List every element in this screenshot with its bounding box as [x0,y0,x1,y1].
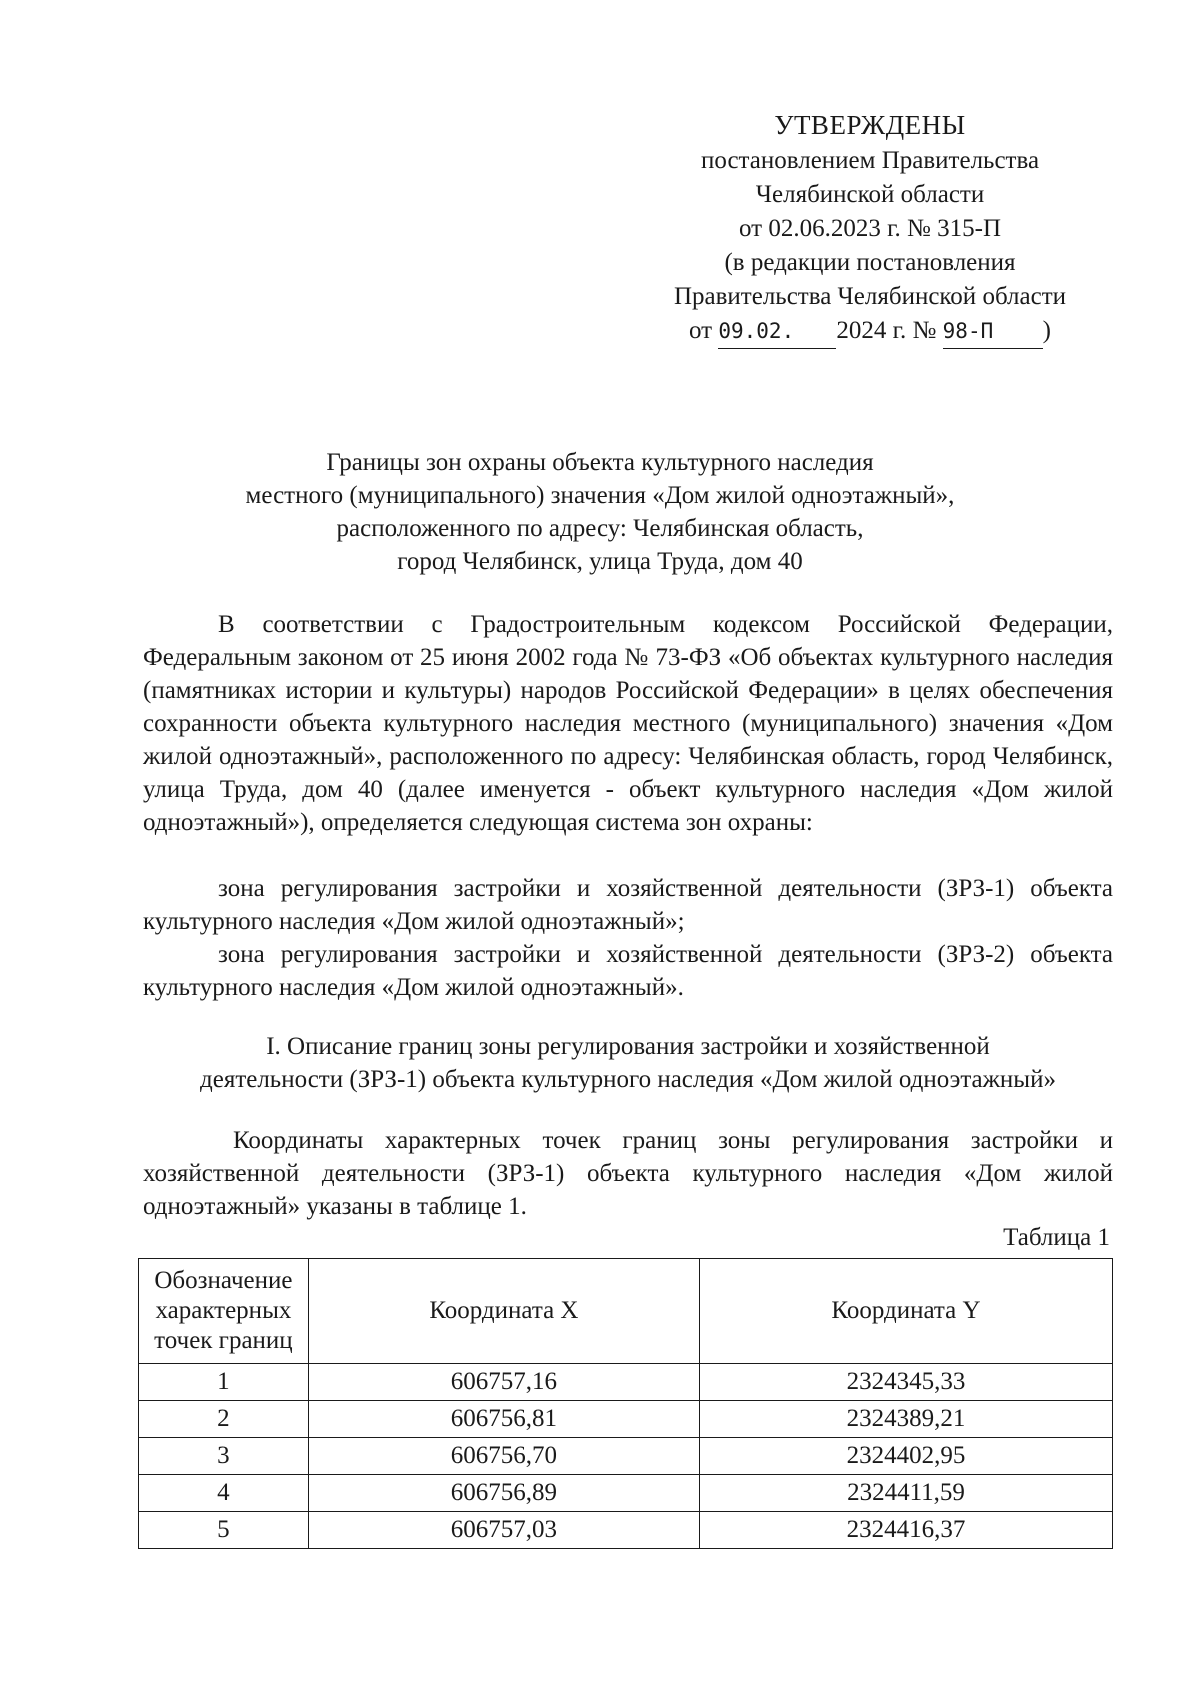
section-1-title-line-2: деятельности (ЗРЗ-1) объекта культурного наследия «Дом жилой одноэтажный» [200,1066,1056,1093]
approval-stamp [600,108,1140,349]
header-point-line-1: Обозначение [154,1267,293,1294]
table-header-row [139,1259,1113,1364]
table-row [139,1512,1113,1549]
approval-date-fill: 09.02. [718,314,836,349]
cell-point: 3 [139,1438,309,1475]
approval-heading: УТВЕРЖДЕНЫ [774,110,966,140]
approval-line-3: от 02.06.2023 г. № 315-П [738,215,1001,242]
header-point-line-3: точек границ [154,1327,293,1354]
approval-edition-line [600,314,1140,349]
cell-x: 606756,81 [308,1401,699,1438]
approval-from: от [689,317,713,344]
header-point [139,1259,309,1364]
approval-number-fill: 98-П [943,314,1043,349]
title-line-1: Границы зон охраны объекта культурного наследия [326,449,874,476]
table-row [139,1438,1113,1475]
coordinates-intro: Координаты характерных точек границ зоны регулирования застройки и хозяйственной деятельности (ЗРЗ-1) объекта культурного наследия «Дом жилой одноэтажный» указаны в таблице 1. [143,1127,1113,1220]
cell-y: 2324345,33 [699,1364,1112,1401]
approval-year: 2024 г. № [836,317,937,344]
approval-close: ) [1042,317,1051,344]
coordinates-table [138,1258,1113,1549]
section-1-title-line-1: I. Описание границ зоны регулирования застройки и хозяйственной [266,1033,990,1060]
cell-point: 5 [139,1512,309,1549]
cell-point: 2 [139,1401,309,1438]
table-row [139,1475,1113,1512]
cell-y: 2324402,95 [699,1438,1112,1475]
table-row [139,1364,1113,1401]
cell-y: 2324389,21 [699,1401,1112,1438]
cell-x: 606757,03 [308,1512,699,1549]
cell-x: 606756,89 [308,1475,699,1512]
section-1-title [143,1030,1113,1096]
zone-2-paragraph: зона регулирования застройки и хозяйственной деятельности (ЗРЗ-2) объекта культурного наследия «Дом жилой одноэтажный». [143,941,1113,1001]
cell-x: 606757,16 [308,1364,699,1401]
table-row [139,1401,1113,1438]
approval-line-5: Правительства Челябинской области [673,283,1067,310]
header-point-line-2: характерных [155,1297,292,1324]
cell-point: 4 [139,1475,309,1512]
cell-x: 606756,70 [308,1438,699,1475]
cell-y: 2324416,37 [699,1512,1112,1549]
intro-paragraph: В соответствии с Градостроительным кодексом Российской Федерации, Федеральным законом от 25 июня 2002 года № 73-ФЗ «Об объектах культурного наследия (памятниках истории и культуры) народов Российской Федерации» в целях обеспечения сохранности объекта культурного наследия местного (муниципального) значения «Дом жилой одноэтажный», расположенного по адресу: Челябинская область, город Челябинск, улица Труда, дом 40 (далее именуется - объект культурного наследия «Дом жилой одноэтажный»), определяется следующая система зон охраны: [143,611,1113,836]
zone-1-paragraph: зона регулирования застройки и хозяйственной деятельности (ЗРЗ-1) объекта культурного наследия «Дом жилой одноэтажный»; [143,875,1113,935]
header-x: Координата X [308,1259,699,1364]
title-line-3: расположенного по адресу: Челябинская область, [336,515,864,542]
table-label: Таблица 1 [1003,1224,1110,1251]
approval-line-4: (в редакции постановления [724,249,1016,276]
document-title [150,446,1050,578]
approval-line-2: Челябинской области [755,181,985,208]
title-line-4: город Челябинск, улица Труда, дом 40 [397,548,803,575]
cell-point: 1 [139,1364,309,1401]
title-line-2: местного (муниципального) значения «Дом жилой одноэтажный», [245,482,955,509]
header-y: Координата Y [699,1259,1112,1364]
cell-y: 2324411,59 [699,1475,1112,1512]
approval-line-1: постановлением Правительства [700,147,1040,174]
